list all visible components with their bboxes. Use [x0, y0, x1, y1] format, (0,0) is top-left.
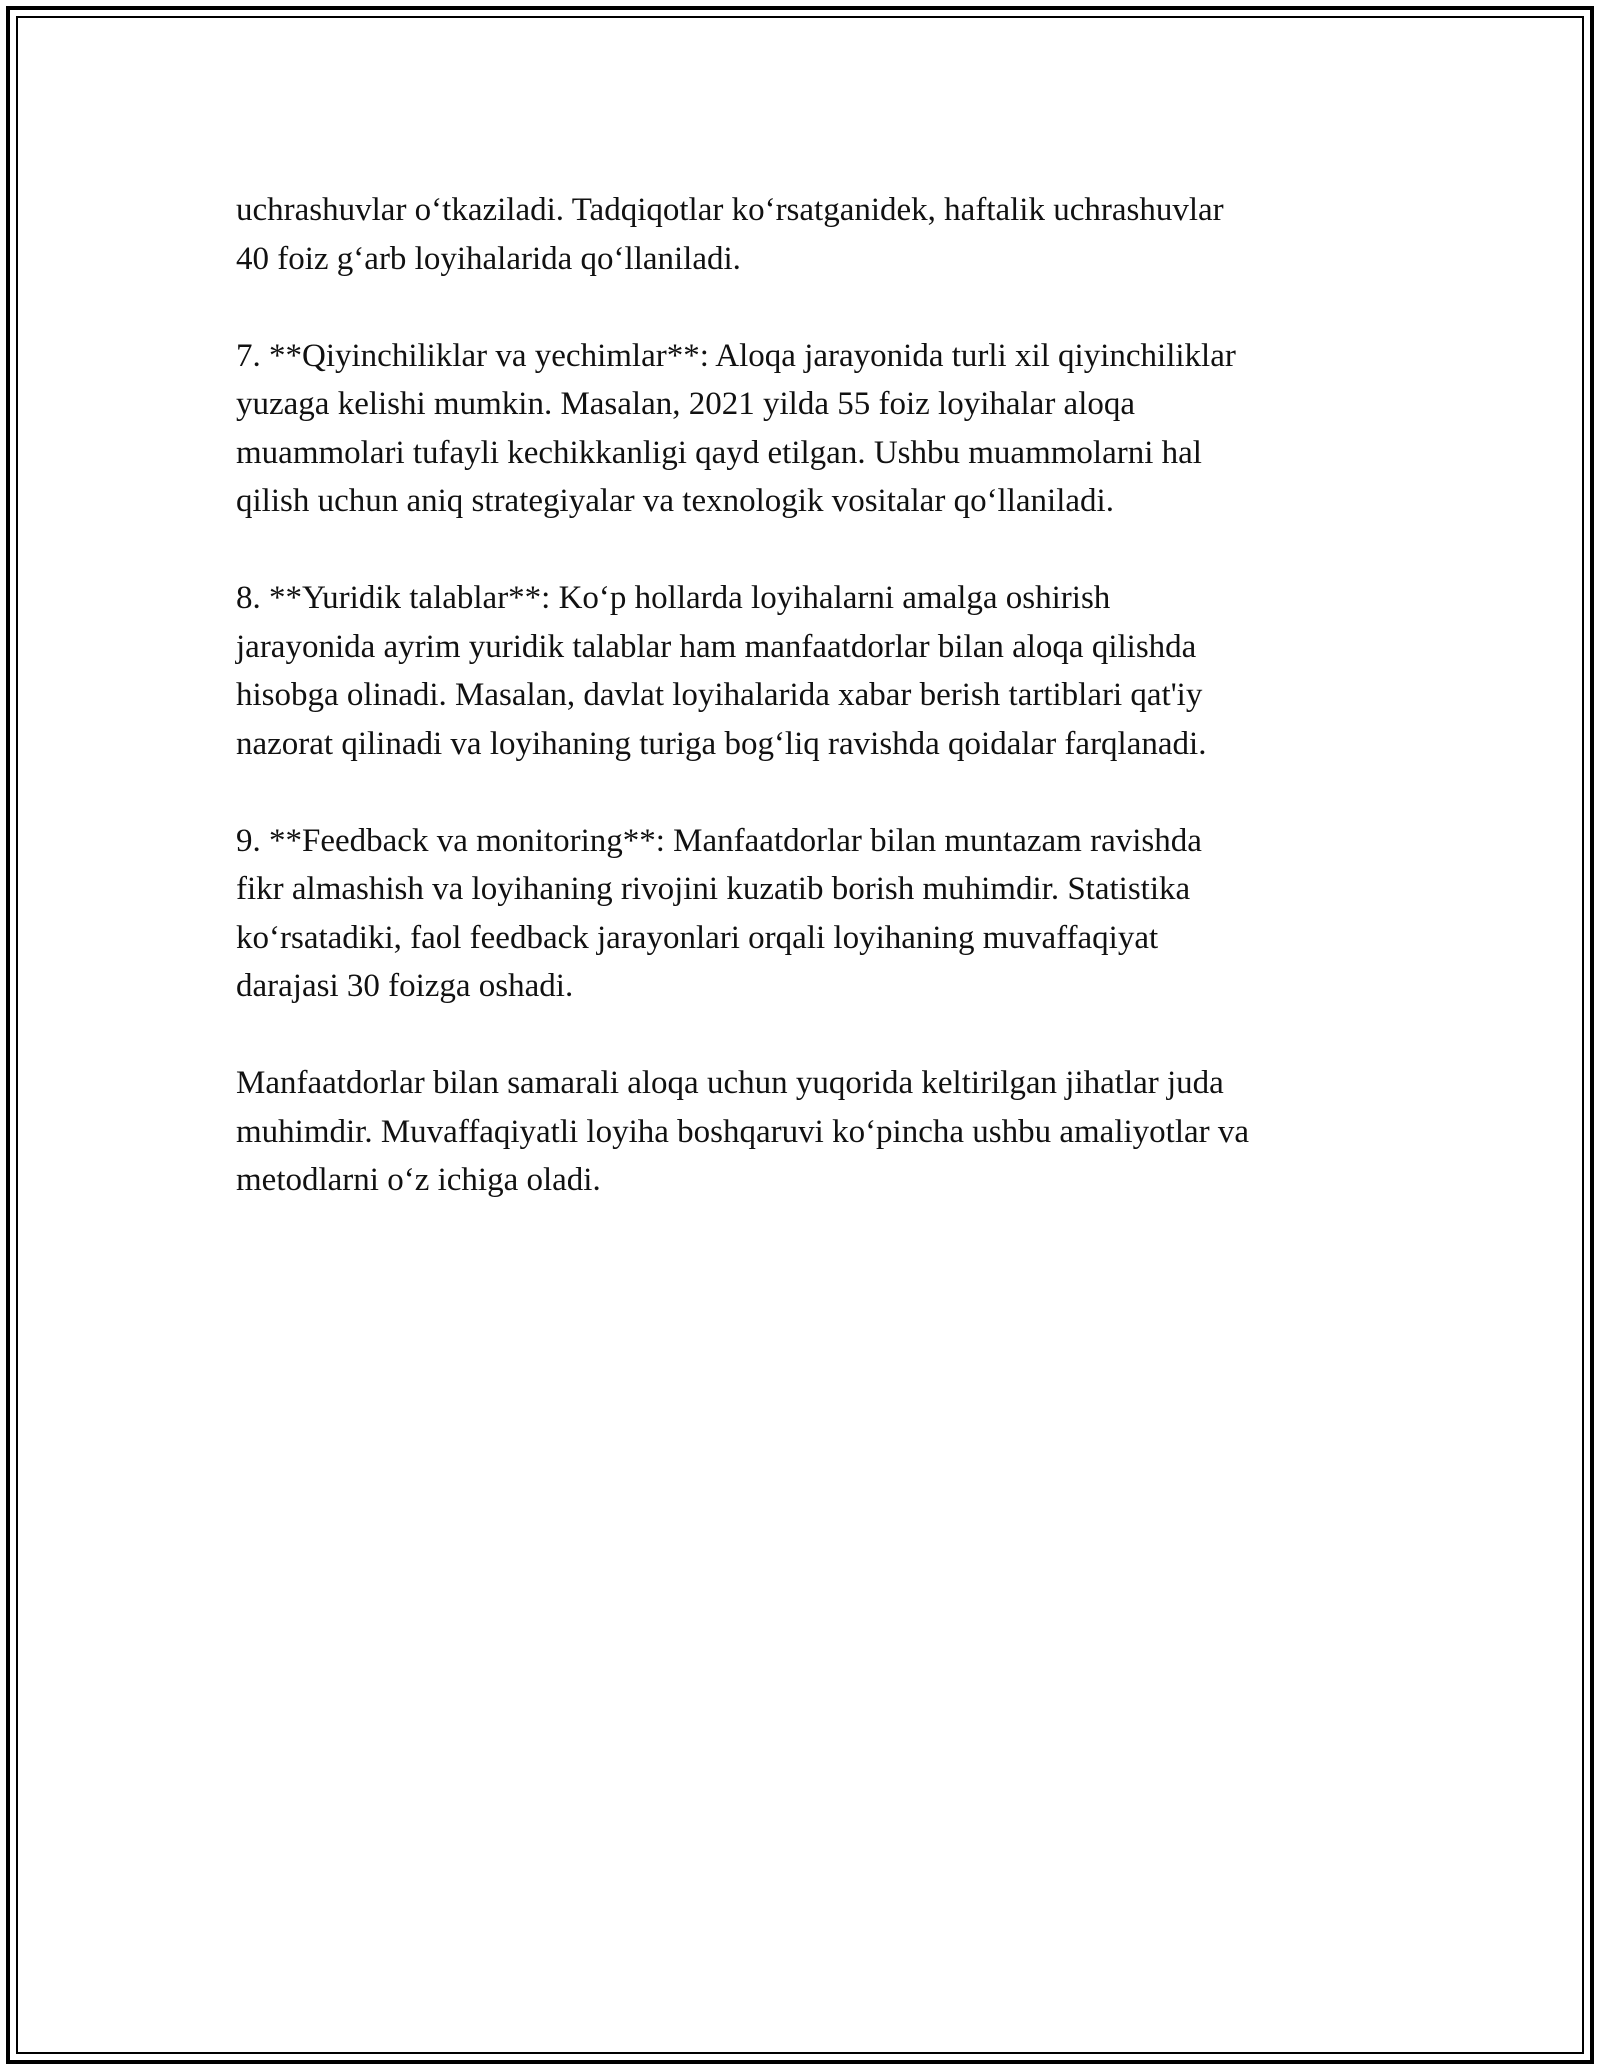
document-body	[236, 186, 1376, 1253]
text-line: muhimdir. Muvaffaqiyatli loyiha boshqaruvi ko‘pincha ushbu amaliyotlar va	[236, 1113, 1250, 1150]
paragraph-feedback-monitoring	[236, 817, 1376, 1011]
text-line: 7. **Qiyinchiliklar va yechimlar**: Aloqa jarayonida turli xil qiyinchiliklar	[236, 337, 1236, 374]
text-line: muammolari tufayli kechikkanligi qayd etilgan. Ushbu muammolarni hal	[236, 434, 1202, 471]
text-line: yuzaga kelishi mumkin. Masalan, 2021 yilda 55 foiz loyihalar aloqa	[236, 386, 1136, 422]
text-line: fikr almashish va loyihaning rivojini kuzatib borish muhimdir. Statistika	[236, 871, 1191, 907]
paragraph-meetings-continued	[236, 186, 1376, 283]
text-line: metodlarni o‘z ichiga oladi.	[236, 1162, 601, 1198]
text-line: hisobga olinadi. Masalan, davlat loyihalarida xabar berish tartiblari qat'iy	[236, 677, 1203, 713]
text-line: 9. **Feedback va monitoring**: Manfaatdorlar bilan muntazam ravishda	[236, 822, 1202, 859]
paragraph-legal-requirements	[236, 574, 1376, 768]
text-line: qilish uchun aniq strategiyalar va texnologik vositalar qo‘llaniladi.	[236, 483, 1114, 519]
text-line: jarayonida ayrim yuridik talablar ham manfaatdorlar bilan aloqa qilishda	[236, 628, 1197, 665]
text-line: nazorat qilinadi va loyihaning turiga bog‘liq ravishda qoidalar farqlanadi.	[236, 725, 1207, 762]
text-line: ko‘rsatadiki, faol feedback jarayonlari orqali loyihaning muvaffaqiyat	[236, 919, 1159, 956]
paragraph-challenges-solutions	[236, 332, 1376, 526]
text-line: darajasi 30 foizga oshadi.	[236, 968, 574, 1004]
text-line: Manfaatdorlar bilan samarali aloqa uchun yuqorida keltirilgan jihatlar juda	[236, 1065, 1224, 1101]
text-line: 40 foiz g‘arb loyihalarida qo‘llaniladi.	[236, 240, 741, 277]
text-line: uchrashuvlar o‘tkaziladi. Tadqiqotlar ko‘rsatganidek, haftalik uchrashuvlar	[236, 192, 1224, 228]
text-line: 8. **Yuridik talablar**: Ko‘p hollarda loyihalarni amalga oshirish	[236, 580, 1111, 616]
paragraph-conclusion	[236, 1059, 1376, 1205]
